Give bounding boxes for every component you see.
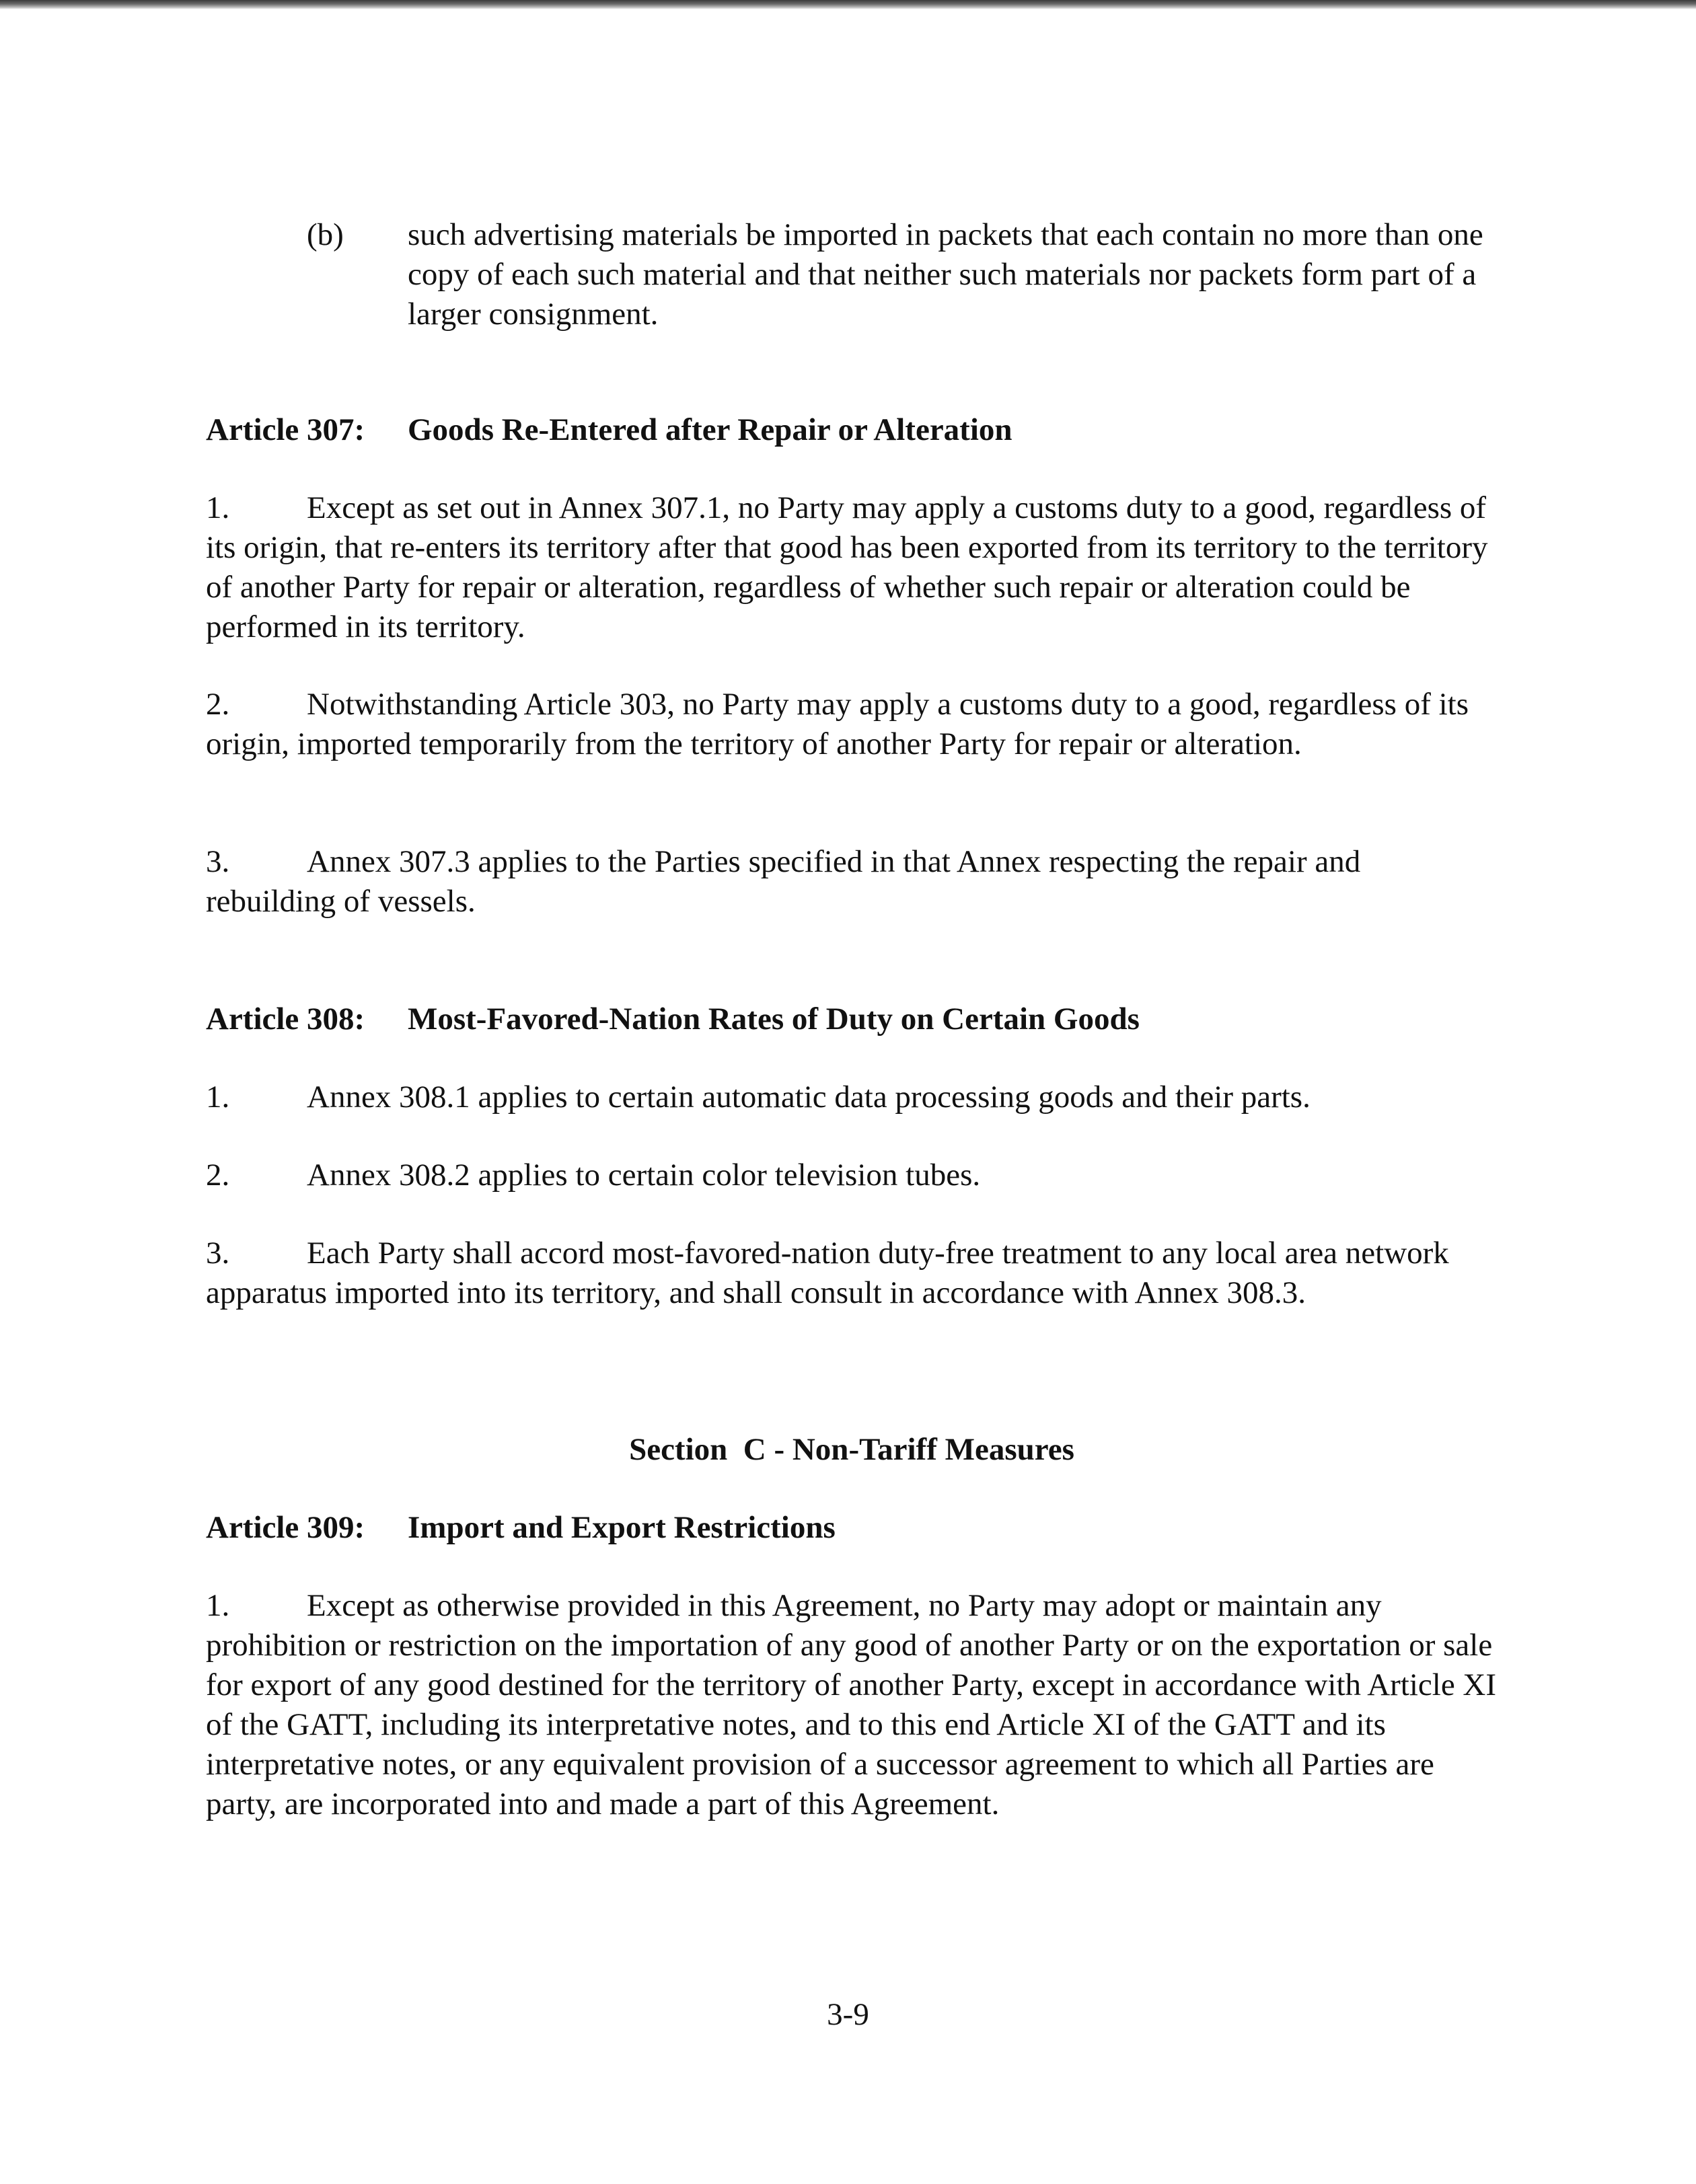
article-307-paragraph-3 — [206, 842, 1498, 921]
paragraph-text: Except as otherwise provided in this Agreement, no Party may adopt or maintain any prohibition or restriction on the importation of any good of another Party or on the exportation or sale for export of any good destined for the territory of another Party, except in accordance with Article XI of the GATT, including its interpretative notes, and to this end Article XI of the GATT and its interpretative notes, or any equivalent provision of a successor agreement to which all Parties are party, are incorporated into and made a part of this Agreement. — [206, 1588, 1497, 1821]
article-308-heading — [206, 1000, 1140, 1039]
paragraph-number: 3. — [206, 1236, 230, 1271]
article-number: Article 307: — [206, 412, 365, 447]
paragraph-text: Notwithstanding Article 303, no Party may apply a customs duty to a good, regardless of its origin, imported temporarily from the territory of another Party for repair or alteration. — [206, 687, 1469, 761]
article-title: Import and Export Restrictions — [408, 1510, 836, 1545]
sub-item-label: (b) — [307, 217, 344, 252]
paragraph-text: Annex 308.2 applies to certain color television tubes. — [307, 1158, 981, 1193]
article-308-paragraph-2 — [206, 1156, 1498, 1195]
article-307-paragraph-1 — [206, 488, 1498, 647]
paragraph-text: Except as set out in Annex 307.1, no Party may apply a customs duty to a good, regardless of its origin, that re-enters its territory after that good has been exported from its territory to the territory of another Party for repair or alteration, regardless of whether such repair or alteration could be performed in its territory. — [206, 490, 1488, 644]
section-c-title: Section C - Non-Tariff Measures — [629, 1432, 1074, 1467]
paragraph-number: 2. — [206, 1158, 230, 1193]
paragraph-text: Annex 307.3 applies to the Parties specified in that Annex respecting the repair and rebuilding of vessels. — [206, 844, 1361, 919]
article-number: Article 308: — [206, 1002, 365, 1037]
paragraph-number: 1. — [206, 1588, 230, 1623]
paragraph-number: 2. — [206, 687, 230, 722]
article-309-heading — [206, 1508, 836, 1548]
article-307-paragraph-2 — [206, 685, 1498, 764]
article-308-paragraph-1 — [206, 1078, 1498, 1117]
paragraph-number: 1. — [206, 490, 230, 525]
sub-item-text: such advertising materials be imported in packets that each contain no more than one copy of each such material and that neither such materials nor packets form part of a larger consignment. — [408, 217, 1483, 332]
paragraph-text: Annex 308.1 applies to certain automatic data processing goods and their parts. — [307, 1080, 1311, 1115]
article-title: Most-Favored-Nation Rates of Duty on Certain Goods — [408, 1002, 1140, 1037]
page-number: 3-9 — [827, 1997, 869, 2032]
paragraph-text: Each Party shall accord most-favored-nation duty-free treatment to any local area network apparatus imported into its territory, and shall consult in accordance with Annex 308.3. — [206, 1236, 1449, 1310]
article-307-heading — [206, 410, 1012, 450]
paragraph-number: 3. — [206, 844, 230, 879]
paragraph-number: 1. — [206, 1080, 230, 1115]
article-309-paragraph-1 — [206, 1586, 1498, 1824]
scan-top-edge — [0, 0, 1696, 9]
article-number: Article 309: — [206, 1510, 365, 1545]
article-308-paragraph-3 — [206, 1234, 1498, 1313]
article-title: Goods Re-Entered after Repair or Alteration — [408, 412, 1012, 447]
